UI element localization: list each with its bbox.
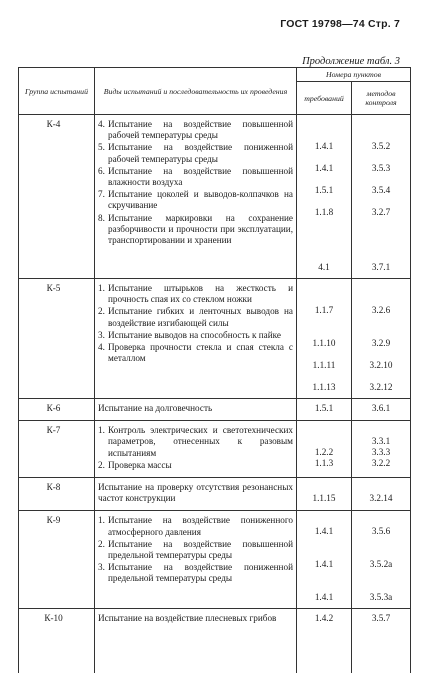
group-cell: К-7	[19, 421, 95, 478]
requirements-cell: 1.1.7 1.1.10 1.1.11 1.1.13	[297, 279, 352, 399]
requirements-cell: 1.2.2 1.1.3	[297, 421, 352, 478]
table-row-k4	[19, 115, 411, 279]
methods-cell: 3.5.2 3.5.3 3.5.4 3.2.7 3.7.1	[352, 115, 411, 279]
page-header: ГОСТ 19798—74 Стр. 7	[280, 18, 400, 30]
table-continuation-label: Продолжение табл. 3	[302, 56, 400, 67]
list-item: 2. Проверка массы	[98, 459, 172, 470]
tests-cell	[95, 609, 297, 673]
group-cell: К-9	[19, 511, 95, 609]
list-item: 1. Испытание на воздействие пониженного атмосферного давления	[98, 515, 293, 537]
list-item: 1. Испытание штырьков на жесткость и прочность спая их со стеклом ножки	[98, 283, 293, 305]
column-header-methods: методов контроля	[352, 82, 411, 115]
list-item: 2. Испытание гибких и ленточных выводов на воздействие изгибающей силы	[98, 306, 293, 328]
table-row-k5	[19, 279, 411, 399]
list-item: 4. Испытание на воздействие повышенной рабочей температуры среды	[98, 119, 293, 141]
group-cell: К-4	[19, 115, 95, 279]
methods-cell: 3.2.6 3.2.9 3.2.10 3.2.12	[352, 279, 411, 399]
table-row-k8	[19, 478, 411, 511]
table-row-k6	[19, 399, 411, 421]
requirements-cell: 1.4.1 1.4.1 1.4.1	[297, 511, 352, 609]
column-header-requirements: требований	[297, 82, 352, 115]
tests-cell	[95, 279, 297, 399]
list-item: 3. Испытание на воздействие пониженной предельной температуры среды	[98, 562, 293, 584]
requirements-cell: 1.4.2	[297, 609, 352, 673]
list-item: 3. Испытание выводов на способность к пайке	[98, 329, 281, 340]
list-item: 8. Испытание маркировки на сохранение разборчивости и прочности при эксплуатации, транспортировании и хранении	[98, 212, 293, 246]
methods-cell: 3.5.7	[352, 609, 411, 673]
list-item: 4. Проверка прочности стекла и спая стекла с металлом	[98, 342, 293, 364]
group-cell: К-10	[19, 609, 95, 673]
group-cell: К-8	[19, 478, 95, 511]
list-item: Испытание на долговечность	[98, 403, 213, 413]
requirements-cell: 1.1.15	[297, 478, 352, 511]
tests-cell	[95, 478, 297, 511]
tests-cell	[95, 421, 297, 478]
list-item: 2. Испытание на воздействие повышенной предельной температуры среды	[98, 538, 293, 561]
column-header-kinds: Виды испытаний и последовательность их проведения	[95, 68, 297, 115]
table-row-k9	[19, 511, 411, 609]
group-cell: К-6	[19, 399, 95, 421]
requirements-cell: 1.5.1	[297, 399, 352, 421]
list-item: 5. Испытание на воздействие пониженной рабочей температуры среды	[98, 142, 293, 164]
tests-cell	[95, 399, 297, 421]
table-row-k7	[19, 421, 411, 478]
list-item: 7. Испытание цоколей и выводов-колпачков на скручивание	[98, 189, 293, 211]
group-cell: К-5	[19, 279, 95, 399]
column-header-items: Номера пунктов	[297, 68, 411, 82]
tests-cell	[95, 511, 297, 609]
tests-table	[18, 67, 411, 673]
list-item: Испытание на воздействие плесневых грибов	[98, 613, 277, 624]
list-item: 1. Контроль электрических и светотехнических параметров, отнесенных к разовым испытаниям	[98, 425, 293, 458]
methods-cell: 3.3.1 3.3.3 3.2.2	[352, 421, 411, 478]
methods-cell: 3.6.1	[352, 399, 411, 421]
table-row-k10	[19, 609, 411, 673]
column-header-group: Группа испытаний	[19, 68, 95, 115]
methods-cell: 3.2.14	[352, 478, 411, 511]
methods-cell: 3.5.6 3.5.2а 3.5.3а	[352, 511, 411, 609]
tests-cell	[95, 115, 297, 279]
list-item: Испытание на проверку отсутствия резонансных частот конструкции	[98, 482, 293, 504]
list-item: 6. Испытание на воздействие повышенной влажности воздуха	[98, 165, 293, 188]
requirements-cell: 1.4.1 1.4.1 1.5.1 1.1.8 4.1	[297, 115, 352, 279]
